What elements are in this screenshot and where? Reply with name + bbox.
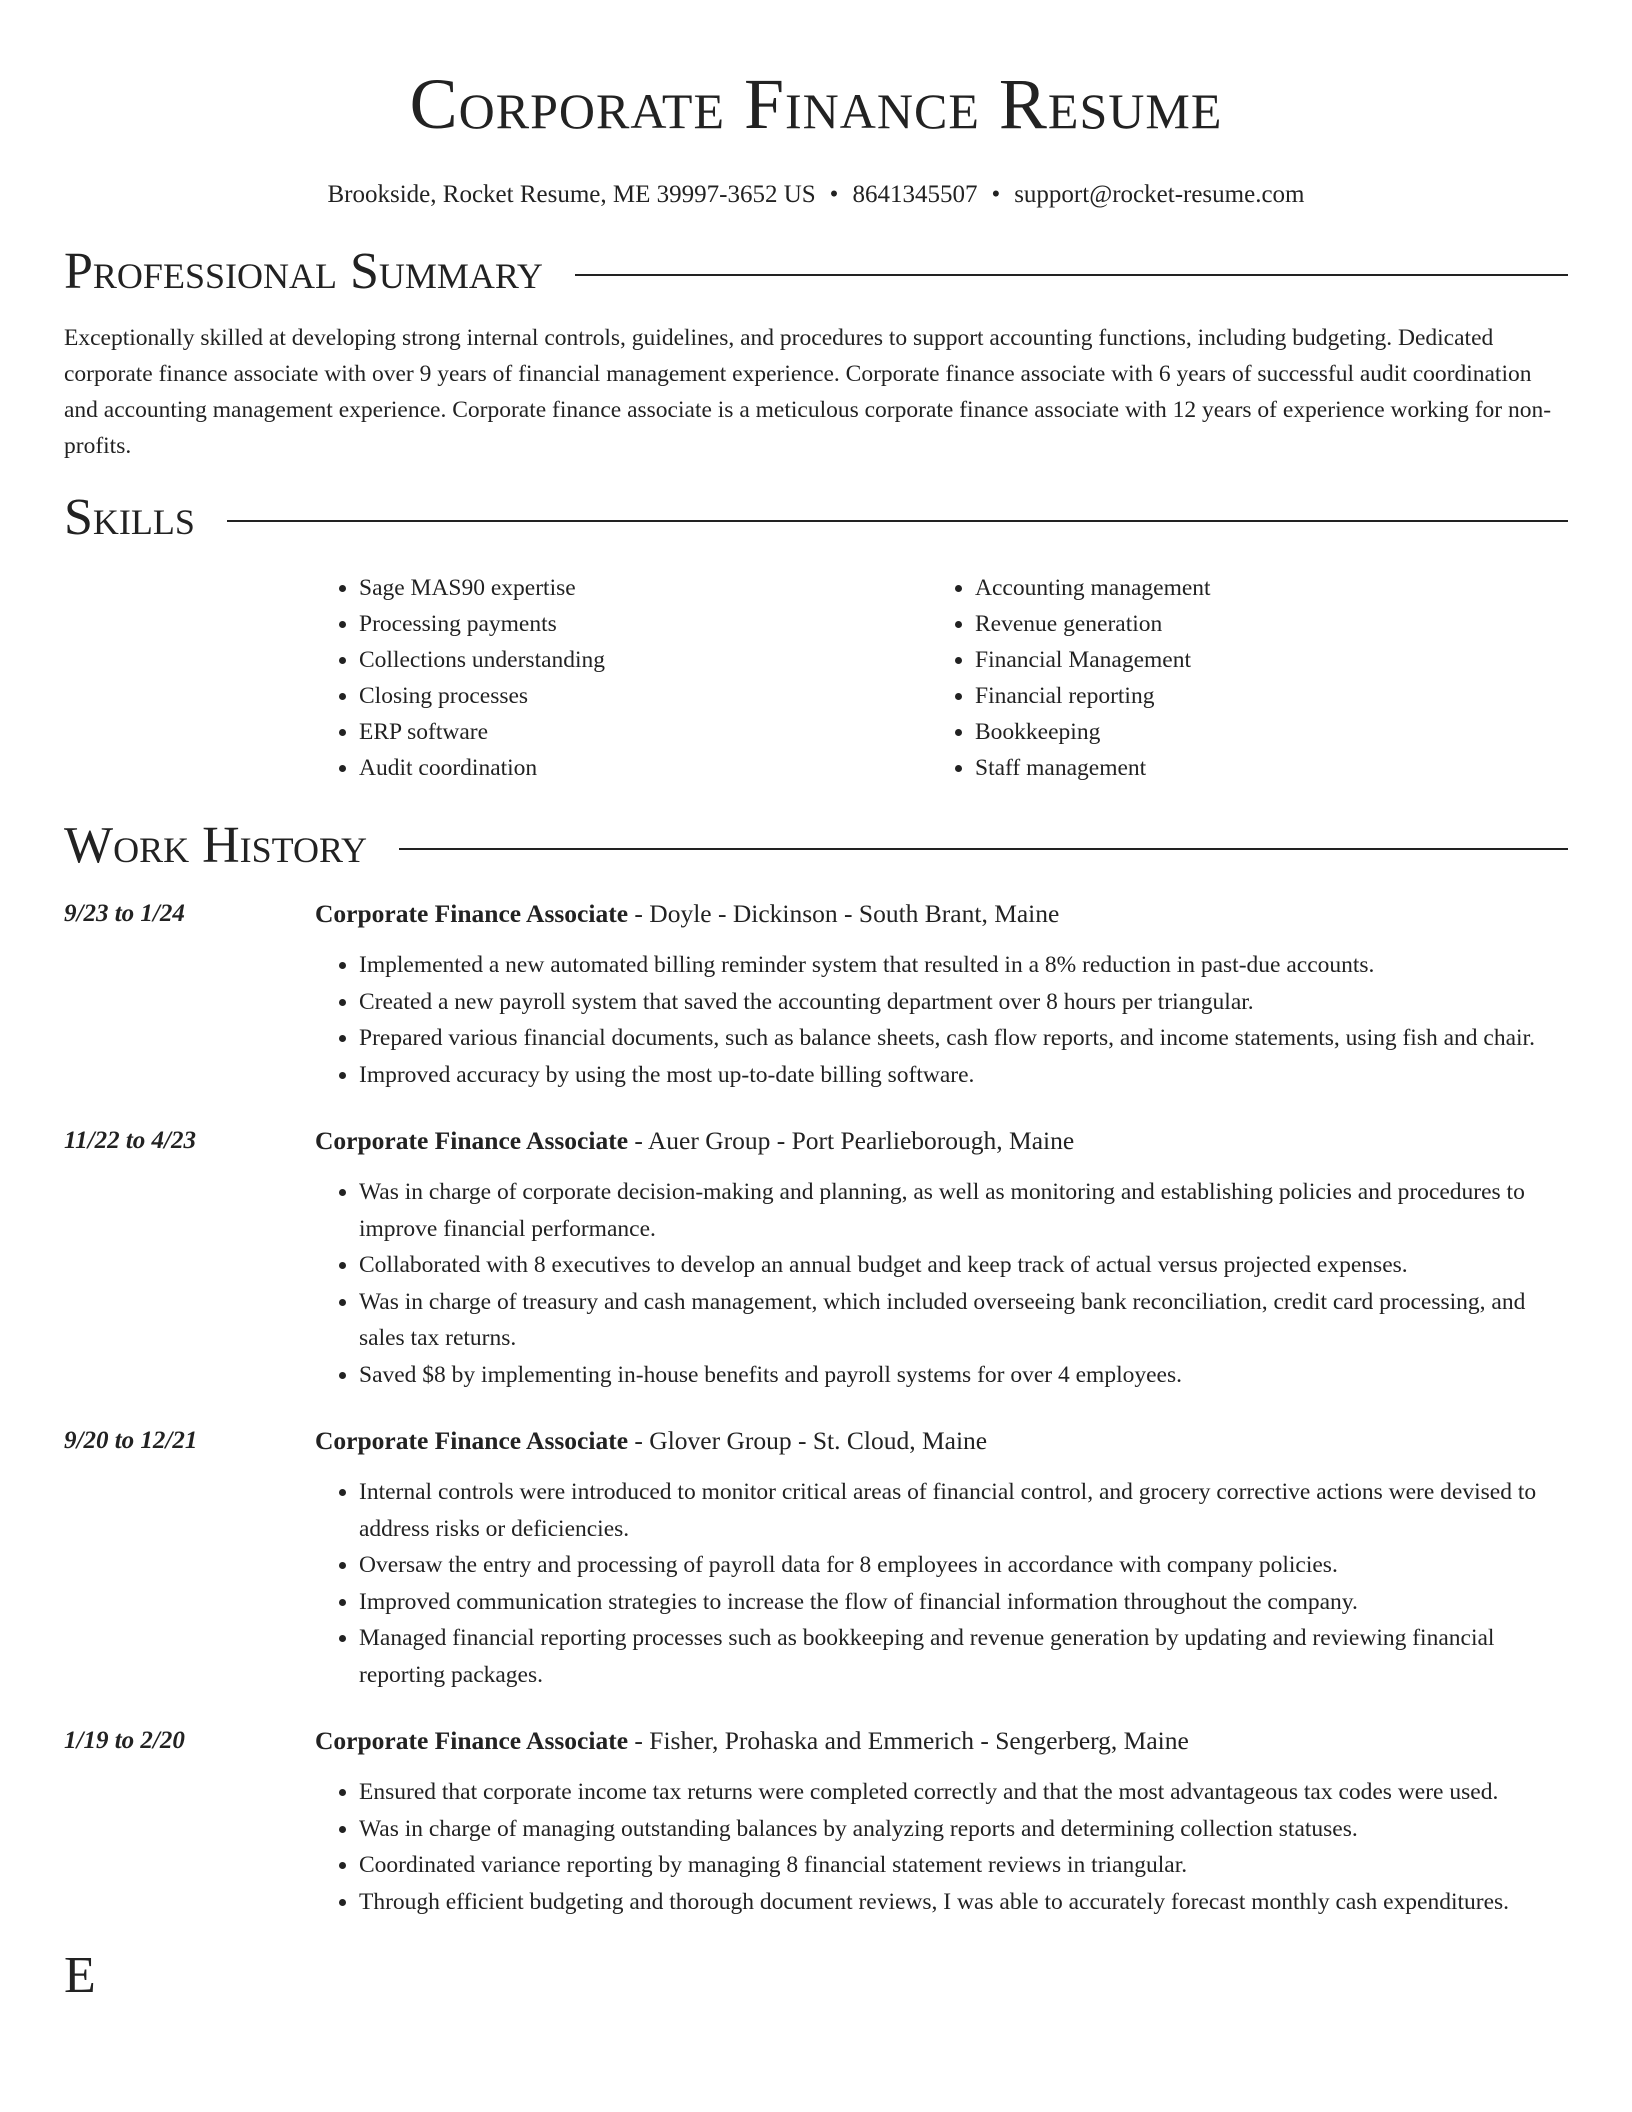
job-details: - Fisher, Prohaska and Emmerich - Sengerberg, Maine xyxy=(628,1726,1189,1755)
job-bullet: • Was in charge of treasury and cash management, which included overseeing bank reconciliation, credit card processing, and sales tax returns. xyxy=(359,1284,1568,1357)
job-bullet: • Improved accuracy by using the most up-to-date billing software. xyxy=(359,1057,1568,1094)
skill-item: • Sage MAS90 expertise xyxy=(359,570,931,606)
job-bullet: • Implemented a new automated billing reminder system that resulted in a 8% reduction in past-due accounts. xyxy=(359,947,1568,984)
skill-item: • Revenue generation xyxy=(975,606,1547,642)
skill-item: • Staff management xyxy=(975,750,1547,786)
job-bullet: • Through efficient budgeting and thorough document reviews, I was able to accurately forecast monthly cash expenditures. xyxy=(359,1884,1568,1921)
skill-item: • Collections understanding xyxy=(359,642,931,678)
job-bullet: • Collaborated with 8 executives to develop an annual budget and keep track of actual versus projected expenses. xyxy=(359,1247,1568,1284)
job-bullet: • Was in charge of managing outstanding balances by analyzing reports and determining collection statuses. xyxy=(359,1811,1568,1848)
job-title: Corporate Finance Associate xyxy=(315,1726,629,1755)
summary-heading: Professional Summary xyxy=(64,243,543,300)
skill-item: • Financial Management xyxy=(975,642,1547,678)
job-bullet: • Saved $8 by implementing in-house benefits and payroll systems for over 4 employees. xyxy=(359,1357,1568,1394)
job-details: - Glover Group - St. Cloud, Maine xyxy=(628,1426,988,1455)
job-bullet: • Ensured that corporate income tax returns were completed correctly and that the most advantageous tax codes were used. xyxy=(359,1774,1568,1811)
job-details: - Doyle - Dickinson - South Brant, Maine xyxy=(628,899,1060,928)
job-bullets xyxy=(315,1474,1568,1693)
job-title: Corporate Finance Associate xyxy=(315,899,629,928)
job-body xyxy=(315,1423,1568,1693)
job-bullet: • Was in charge of corporate decision-making and planning, as well as monitoring and establishing policies and procedures to improve financial performance. xyxy=(359,1174,1568,1247)
next-section-header xyxy=(64,1944,1568,2008)
job-dates: 9/23 to 1/24 xyxy=(64,900,185,927)
job-body xyxy=(315,1723,1568,1920)
work-section-header xyxy=(64,814,1568,878)
resume-page xyxy=(64,0,1568,2008)
contact-phone: 8641345507 xyxy=(852,181,978,208)
summary-text: Exceptionally skilled at developing strong internal controls, guidelines, and procedures to support accounting functions, including budgeting. Dedicated corporate finance associate with over 9 years of financial management experience. Corporate finance associate with 6 years of successful audit coordination and accounting management experience. Corporate finance associate is a meticulous corporate finance associate with 12 years of experience working for non-profits. xyxy=(64,325,1552,459)
skill-item: • ERP software xyxy=(359,714,931,750)
job-headline xyxy=(315,1123,1568,1159)
skill-item: • Accounting management xyxy=(975,570,1547,606)
skill-item: • Bookkeeping xyxy=(975,714,1547,750)
job-dates: 9/20 to 12/21 xyxy=(64,1427,198,1454)
job-entry xyxy=(64,896,1568,1093)
skills-column-right xyxy=(931,570,1547,786)
section-divider xyxy=(227,520,1568,522)
job-bullets xyxy=(315,947,1568,1093)
job-bullet: • Prepared various financial documents, such as balance sheets, cash flow reports, and income statements, using fish and chair. xyxy=(359,1020,1568,1057)
job-bullets xyxy=(315,1774,1568,1920)
skill-item: • Processing payments xyxy=(359,606,931,642)
job-headline xyxy=(315,1723,1568,1759)
resume-title: Corporate Finance Resume xyxy=(409,64,1223,144)
job-title: Corporate Finance Associate xyxy=(315,1126,629,1155)
job-bullets xyxy=(315,1174,1568,1393)
contact-line xyxy=(64,178,1568,212)
contact-separator: • xyxy=(829,181,839,208)
job-title: Corporate Finance Associate xyxy=(315,1426,629,1455)
job-bullet: • Internal controls were introduced to monitor critical areas of financial control, and grocery corrective actions were devised to address risks or deficiencies. xyxy=(359,1474,1568,1547)
skill-item: • Closing processes xyxy=(359,678,931,714)
job-entry xyxy=(64,1423,1568,1693)
job-headline xyxy=(315,1423,1568,1459)
job-bullet: • Coordinated variance reporting by managing 8 financial statement reviews in triangular. xyxy=(359,1847,1568,1884)
skill-item: • Audit coordination xyxy=(359,750,931,786)
job-bullet: • Managed financial reporting processes such as bookkeeping and revenue generation by updating and reviewing financial reporting packages. xyxy=(359,1620,1568,1693)
contact-email: support@rocket-resume.com xyxy=(1014,181,1305,208)
section-divider xyxy=(575,274,1568,276)
summary-section-header xyxy=(64,240,1568,304)
skills-section-header xyxy=(64,486,1568,550)
skills-list xyxy=(315,570,1568,786)
skills-heading: Skills xyxy=(64,489,195,546)
contact-address: Brookside, Rocket Resume, ME 39997-3652 US xyxy=(327,181,816,208)
job-bullet: • Oversaw the entry and processing of payroll data for 8 employees in accordance with company policies. xyxy=(359,1547,1568,1584)
job-dates: 1/19 to 2/20 xyxy=(64,1727,185,1754)
skill-item: • Financial reporting xyxy=(975,678,1547,714)
job-bullet: • Created a new payroll system that saved the accounting department over 8 hours per triangular. xyxy=(359,984,1568,1021)
job-body xyxy=(315,896,1568,1093)
job-headline xyxy=(315,896,1568,932)
next-section-heading: E xyxy=(64,1947,96,2004)
contact-separator: • xyxy=(991,181,1001,208)
job-dates: 11/22 to 4/23 xyxy=(64,1127,196,1154)
work-heading: Work History xyxy=(64,817,368,874)
job-entry xyxy=(64,1723,1568,1920)
job-details: - Auer Group - Port Pearlieborough, Maine xyxy=(628,1126,1075,1155)
job-entry xyxy=(64,1123,1568,1393)
skills-column-left xyxy=(315,570,931,786)
job-body xyxy=(315,1123,1568,1393)
job-bullet: • Improved communication strategies to increase the flow of financial information throughout the company. xyxy=(359,1584,1568,1621)
section-divider xyxy=(399,848,1568,850)
